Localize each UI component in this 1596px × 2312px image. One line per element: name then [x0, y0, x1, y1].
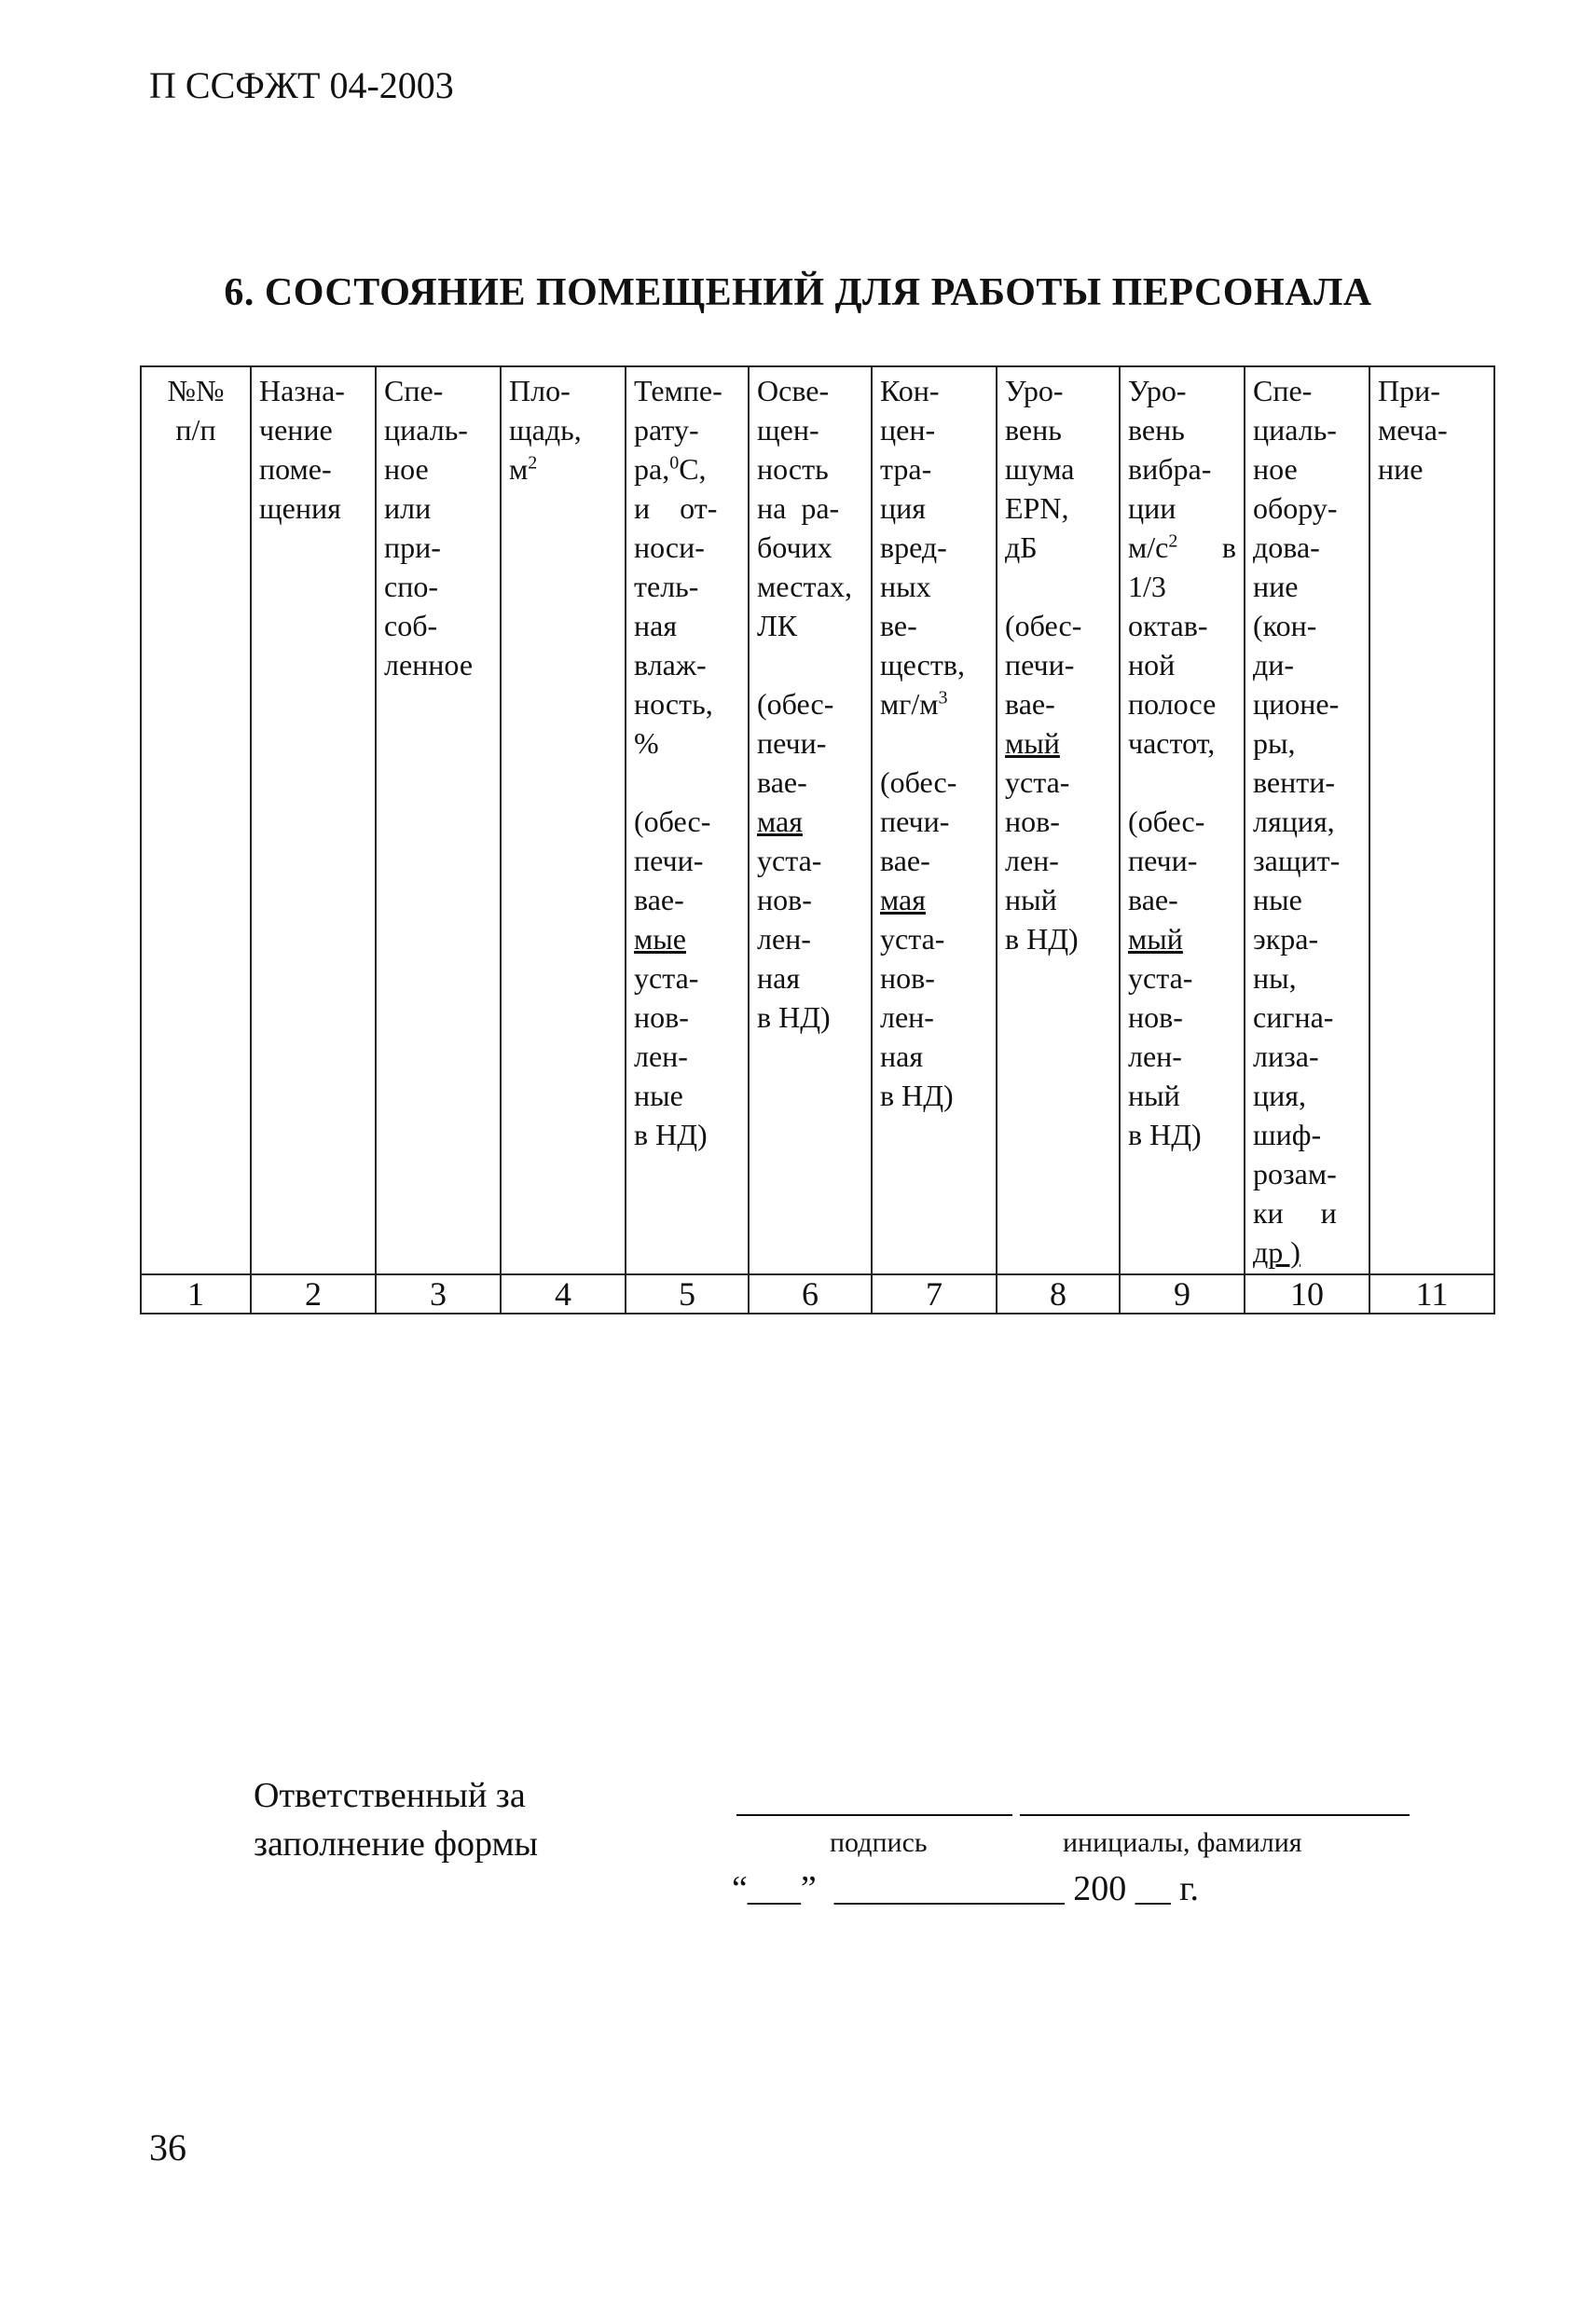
note-line: ная: [880, 1039, 924, 1073]
note-line: ный: [1128, 1079, 1180, 1112]
note-line: в НД): [1128, 1118, 1202, 1151]
document-code: П ССФЖТ 04-2003: [149, 64, 454, 106]
note-line: уста-: [634, 961, 699, 995]
header-line: ционе-: [1253, 687, 1340, 721]
header-line: щения: [259, 491, 341, 525]
name-field[interactable]: [1020, 1814, 1410, 1816]
responsible-label-line2: заполнение формы: [254, 1824, 539, 1864]
note-line: уста-: [880, 922, 945, 956]
header-line: щен-: [757, 413, 819, 447]
header-line: местах,: [757, 570, 853, 603]
note-line: вае-: [757, 765, 807, 799]
note-line: мая: [757, 805, 803, 838]
header-line: п/п: [175, 413, 216, 447]
date-close-quote: ”: [800, 1869, 817, 1908]
header-line: Темпе-: [634, 374, 722, 407]
note-line: мая: [880, 883, 926, 916]
header-line: защит-: [1253, 844, 1341, 877]
note-line: уста-: [1128, 961, 1193, 995]
header-line: ЛК: [757, 609, 798, 642]
note-line: в НД): [757, 1000, 831, 1034]
rooms-condition-table: [140, 365, 1495, 1314]
note-line: печи-: [1005, 648, 1075, 681]
note-line: нов-: [634, 1000, 689, 1034]
table-column-numbers-row: [141, 1274, 1494, 1314]
header-line: др ): [1253, 1235, 1300, 1269]
header-line: тра-: [880, 452, 932, 486]
header-line: Назна-: [259, 374, 345, 407]
col-header-noise: [997, 366, 1120, 1274]
column-number: 8: [997, 1274, 1120, 1314]
column-number: 5: [626, 1274, 749, 1314]
header-line: ляция,: [1253, 805, 1335, 838]
column-number: 6: [749, 1274, 872, 1314]
header-line: ция: [880, 491, 926, 525]
note-line: ные: [634, 1079, 683, 1112]
column-number: 2: [251, 1274, 376, 1314]
note-line: (обес-: [1005, 609, 1082, 642]
date-open-quote: “: [732, 1869, 748, 1908]
header-line: ны,: [1253, 961, 1297, 995]
header-line: сигна-: [1253, 1000, 1334, 1034]
superscript: 2: [528, 452, 538, 474]
spacer: [880, 723, 988, 763]
name-caption: инициалы, фамилия: [1063, 1827, 1302, 1858]
header-line: ное: [384, 452, 429, 486]
section-title: 6. СОСТОЯНИЕ ПОМЕЩЕНИЙ ДЛЯ РАБОТЫ ПЕРСОНАЛА: [224, 271, 1372, 314]
col-header-area: [501, 366, 626, 1274]
date-month-field[interactable]: _____________: [833, 1869, 1065, 1908]
header-line: дБ: [1005, 530, 1038, 564]
date-gap: [1126, 1869, 1135, 1908]
header-line: [1128, 528, 1236, 567]
header-line: ки и: [1253, 1196, 1337, 1230]
date-gap: [1065, 1869, 1074, 1908]
header-line: ное: [1253, 452, 1298, 486]
col-header-number: [141, 366, 251, 1274]
note-line: мый: [1128, 922, 1183, 956]
superscript: 2: [1168, 530, 1178, 552]
note-line: вае-: [1128, 883, 1178, 916]
responsible-label: [254, 1771, 538, 1868]
header-line: или: [384, 491, 432, 525]
header-line: ди-: [1253, 648, 1295, 681]
note-line: в НД): [1005, 922, 1079, 956]
note-line: мый: [1005, 726, 1060, 760]
column-number: 7: [872, 1274, 997, 1314]
header-line: ве-: [880, 609, 917, 642]
date-line: [732, 1868, 1199, 1909]
header-line: ции: [1128, 491, 1176, 525]
header-line: при-: [384, 530, 441, 564]
spacer: [1128, 763, 1236, 802]
header-line: цен-: [880, 413, 936, 447]
note-line: нов-: [1005, 805, 1060, 838]
header-line: Осве-: [757, 374, 830, 407]
date-gap: [1171, 1869, 1180, 1908]
note-line: в НД): [880, 1079, 954, 1112]
header-line: При-: [1378, 374, 1440, 407]
note-line: печи-: [880, 805, 950, 838]
note-line: уста-: [757, 844, 822, 877]
header-line: ры,: [1253, 726, 1296, 760]
header-line: экра-: [1253, 922, 1319, 956]
note-line: лен-: [634, 1039, 688, 1073]
header-text: м: [509, 452, 529, 486]
signature-caption: подпись: [830, 1827, 928, 1858]
superscript: 0: [669, 452, 680, 474]
header-line: EPN,: [1005, 491, 1069, 525]
header-line: носи-: [634, 530, 705, 564]
year-field[interactable]: __: [1135, 1869, 1171, 1908]
signature-field[interactable]: [736, 1814, 1012, 1816]
header-line: ществ,: [880, 648, 965, 681]
note-line: (обес-: [880, 765, 957, 799]
note-line: нов-: [880, 961, 935, 995]
header-line: Спе-: [1253, 374, 1313, 407]
header-line: бочих: [757, 530, 832, 564]
header-line: №№: [167, 374, 225, 407]
header-line: щадь,: [509, 413, 582, 447]
header-line: ние: [1378, 452, 1424, 486]
header-line: октав-: [1128, 609, 1208, 642]
note-line: (обес-: [1128, 805, 1205, 838]
header-line: ность: [757, 452, 829, 486]
table-header-row: [141, 366, 1494, 1274]
note-line: (обес-: [757, 687, 834, 721]
header-line: лиза-: [1253, 1039, 1319, 1073]
superscript: 3: [938, 687, 948, 709]
header-line: ность,: [634, 687, 713, 721]
col-header-special: [376, 366, 501, 1274]
header-line: циаль-: [384, 413, 468, 447]
note-line: печи-: [634, 844, 704, 877]
column-number: 1: [141, 1274, 251, 1314]
col-header-purpose: [251, 366, 376, 1274]
header-line: (кон-: [1253, 609, 1317, 642]
col-header-concentration: [872, 366, 997, 1274]
col-header-illumination: [749, 366, 872, 1274]
header-line: дова-: [1253, 530, 1320, 564]
page-number: 36: [149, 2126, 186, 2168]
col-header-vibration: [1120, 366, 1245, 1274]
note-line: лен-: [1128, 1039, 1182, 1073]
note-line: ный: [1005, 883, 1057, 916]
header-text: ра,: [634, 452, 670, 486]
note-line: печи-: [1128, 844, 1198, 877]
header-line: вень: [1005, 413, 1062, 447]
column-number: 3: [376, 1274, 501, 1314]
note-line: лен-: [757, 922, 811, 956]
header-line: [509, 449, 617, 489]
header-line: циаль-: [1253, 413, 1337, 447]
col-header-equipment: [1245, 366, 1369, 1274]
col-header-notes: [1369, 366, 1494, 1274]
note-line: ная: [757, 961, 801, 995]
header-line: венти-: [1253, 765, 1336, 799]
header-line: шиф-: [1253, 1118, 1322, 1151]
note-line: вае-: [880, 844, 930, 877]
note-line: (обес-: [634, 805, 711, 838]
spacer: [757, 645, 863, 684]
note-line: нов-: [1128, 1000, 1183, 1034]
header-line: Уро-: [1005, 374, 1064, 407]
date-gap: [817, 1869, 834, 1908]
header-line: вень: [1128, 413, 1185, 447]
column-number: 9: [1120, 1274, 1245, 1314]
header-line: Пло-: [509, 374, 571, 407]
header-line: Спе-: [384, 374, 444, 407]
header-line: [880, 684, 988, 723]
responsible-label-line1: Ответственный за: [254, 1776, 526, 1815]
header-line: ная: [634, 609, 678, 642]
header-text: [1128, 528, 1177, 567]
header-line: Кон-: [880, 374, 940, 407]
header-line: ленное: [384, 648, 474, 681]
col-header-temperature: [626, 366, 749, 1274]
note-line: лен-: [1005, 844, 1059, 877]
header-line: ной: [1128, 648, 1176, 681]
header-line: и от-: [634, 491, 718, 525]
header-text: в: [1221, 530, 1236, 564]
date-day-field[interactable]: ___: [747, 1869, 801, 1908]
header-line: Уро-: [1128, 374, 1187, 407]
header-text: С,: [679, 452, 707, 486]
header-line: шума: [1005, 452, 1075, 486]
year-suffix: г.: [1179, 1869, 1200, 1908]
note-line: печи-: [757, 726, 827, 760]
header-text: м/с: [1128, 530, 1169, 564]
header-line: ние: [1253, 570, 1299, 603]
note-line: мые: [634, 922, 686, 956]
header-line: ция,: [1253, 1079, 1306, 1112]
spacer: [1005, 567, 1111, 606]
note-line: нов-: [757, 883, 812, 916]
header-line: вибра-: [1128, 452, 1212, 486]
header-text: мг/м: [880, 687, 939, 721]
header-line: влаж-: [634, 648, 707, 681]
header-line: меча-: [1378, 413, 1448, 447]
column-number: 11: [1369, 1274, 1494, 1314]
note-line: уста-: [1005, 765, 1070, 799]
header-line: поме-: [259, 452, 332, 486]
header-line: спо-: [384, 570, 438, 603]
year-prefix: 200: [1073, 1869, 1127, 1908]
header-line: ные: [1253, 883, 1302, 916]
header-line: [634, 449, 740, 489]
column-number: 4: [501, 1274, 626, 1314]
header-line: вред-: [880, 530, 947, 564]
header-line: чение: [259, 413, 333, 447]
spacer: [634, 763, 740, 802]
header-line: розам-: [1253, 1157, 1337, 1190]
header-line: обору-: [1253, 491, 1338, 525]
header-line: %: [634, 726, 659, 760]
header-line: рату-: [634, 413, 699, 447]
note-line: в НД): [634, 1118, 708, 1151]
header-line: частот,: [1128, 726, 1216, 760]
note-line: вае-: [1005, 687, 1055, 721]
header-line: 1/3: [1128, 570, 1166, 603]
header-line: ных: [880, 570, 931, 603]
note-line: лен-: [880, 1000, 934, 1034]
header-line: на ра-: [757, 491, 840, 525]
header-line: тель-: [634, 570, 699, 603]
column-number: 10: [1245, 1274, 1369, 1314]
header-line: полосе: [1128, 687, 1217, 721]
note-line: вае-: [634, 883, 684, 916]
header-line: соб-: [384, 609, 438, 642]
